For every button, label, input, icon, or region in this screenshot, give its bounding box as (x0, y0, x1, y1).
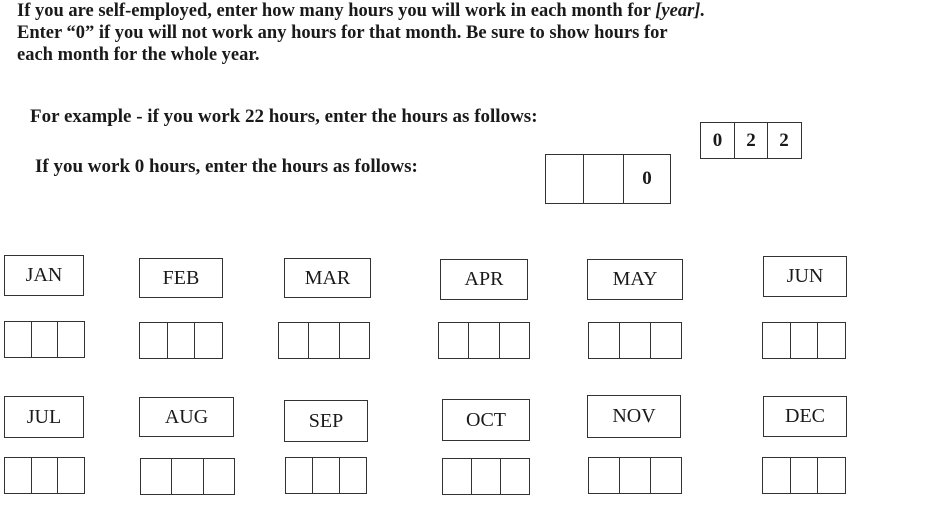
example-0-digit-1 (546, 155, 583, 203)
hours-digit-2[interactable] (31, 458, 58, 493)
hours-digit-1[interactable] (443, 459, 471, 494)
hours-input-dec[interactable] (762, 457, 846, 494)
hours-digit-3[interactable] (203, 459, 234, 494)
instruction-line-3: each month for the whole year. (17, 45, 260, 65)
hours-digit-3[interactable] (499, 323, 529, 358)
hours-digit-1[interactable] (5, 458, 31, 493)
hours-input-aug[interactable] (140, 458, 235, 495)
hours-digit-1[interactable] (279, 323, 308, 358)
hours-digit-2[interactable] (619, 323, 650, 358)
hours-input-jul[interactable] (4, 457, 85, 494)
hours-digit-1[interactable] (286, 458, 312, 493)
month-label-apr: APR (440, 259, 528, 300)
hours-digit-1[interactable] (439, 323, 468, 358)
hours-digit-2[interactable] (471, 459, 500, 494)
hours-digit-3[interactable] (339, 323, 369, 358)
example-0-hours-text: If you work 0 hours, enter the hours as follows: (35, 156, 418, 177)
hours-digit-3[interactable] (194, 323, 222, 358)
hours-input-jan[interactable] (4, 321, 85, 358)
hours-digit-2[interactable] (468, 323, 498, 358)
year-placeholder: [year]. (655, 1, 706, 21)
hours-input-oct[interactable] (442, 458, 530, 495)
month-label-sep: SEP (284, 400, 368, 442)
example-22-hours-boxes (700, 122, 802, 159)
example-22-digit-3: 2 (767, 123, 800, 158)
hours-digit-2[interactable] (790, 323, 818, 358)
instruction-line-2: Enter “0” if you will not work any hours for that month. Be sure to show hours for (17, 23, 668, 43)
month-label-feb: FEB (139, 258, 223, 298)
hours-digit-3[interactable] (650, 323, 681, 358)
hours-digit-2[interactable] (31, 322, 58, 357)
instruction-line-1: If you are self-employed, enter how many hours you will work in each month for [year]. (17, 1, 706, 21)
hours-input-jun[interactable] (762, 322, 846, 359)
month-label-may: MAY (587, 259, 683, 300)
month-label-jun: JUN (763, 256, 847, 297)
hours-input-sep[interactable] (285, 457, 367, 494)
hours-input-may[interactable] (588, 322, 682, 359)
hours-digit-2[interactable] (790, 458, 818, 493)
month-label-dec: DEC (763, 396, 847, 437)
example-22-hours-text: For example - if you work 22 hours, enter the hours as follows: (30, 106, 538, 127)
month-label-nov: NOV (587, 395, 681, 438)
month-label-oct: OCT (442, 399, 530, 441)
hours-digit-2[interactable] (308, 323, 338, 358)
hours-digit-3[interactable] (817, 458, 845, 493)
hours-digit-1[interactable] (140, 323, 167, 358)
hours-digit-2[interactable] (619, 458, 650, 493)
hours-digit-2[interactable] (167, 323, 195, 358)
example-0-digit-2 (583, 155, 623, 203)
month-label-aug: AUG (139, 397, 234, 437)
example-22-digit-2: 2 (734, 123, 767, 158)
hours-digit-1[interactable] (5, 322, 31, 357)
hours-digit-3[interactable] (817, 323, 845, 358)
month-label-jan: JAN (4, 255, 84, 296)
hours-digit-1[interactable] (763, 323, 790, 358)
example-0-digit-3: 0 (623, 155, 670, 203)
hours-digit-1[interactable] (141, 459, 171, 494)
hours-digit-2[interactable] (312, 458, 339, 493)
hours-digit-3[interactable] (339, 458, 366, 493)
hours-digit-3[interactable] (500, 459, 529, 494)
hours-digit-1[interactable] (763, 458, 790, 493)
hours-input-apr[interactable] (438, 322, 530, 359)
example-22-digit-1: 0 (712, 129, 723, 151)
month-label-mar: MAR (284, 258, 371, 298)
hours-input-feb[interactable] (139, 322, 223, 359)
hours-digit-2[interactable] (171, 459, 202, 494)
example-0-hours-boxes (545, 154, 671, 204)
hours-digit-1[interactable] (589, 458, 619, 493)
hours-input-nov[interactable] (588, 457, 682, 494)
hours-digit-3[interactable] (57, 322, 84, 357)
hours-input-mar[interactable] (278, 322, 370, 359)
hours-digit-3[interactable] (57, 458, 84, 493)
hours-digit-3[interactable] (650, 458, 681, 493)
hours-digit-1[interactable] (589, 323, 619, 358)
month-label-jul: JUL (4, 396, 84, 438)
instructions (17, 0, 917, 66)
